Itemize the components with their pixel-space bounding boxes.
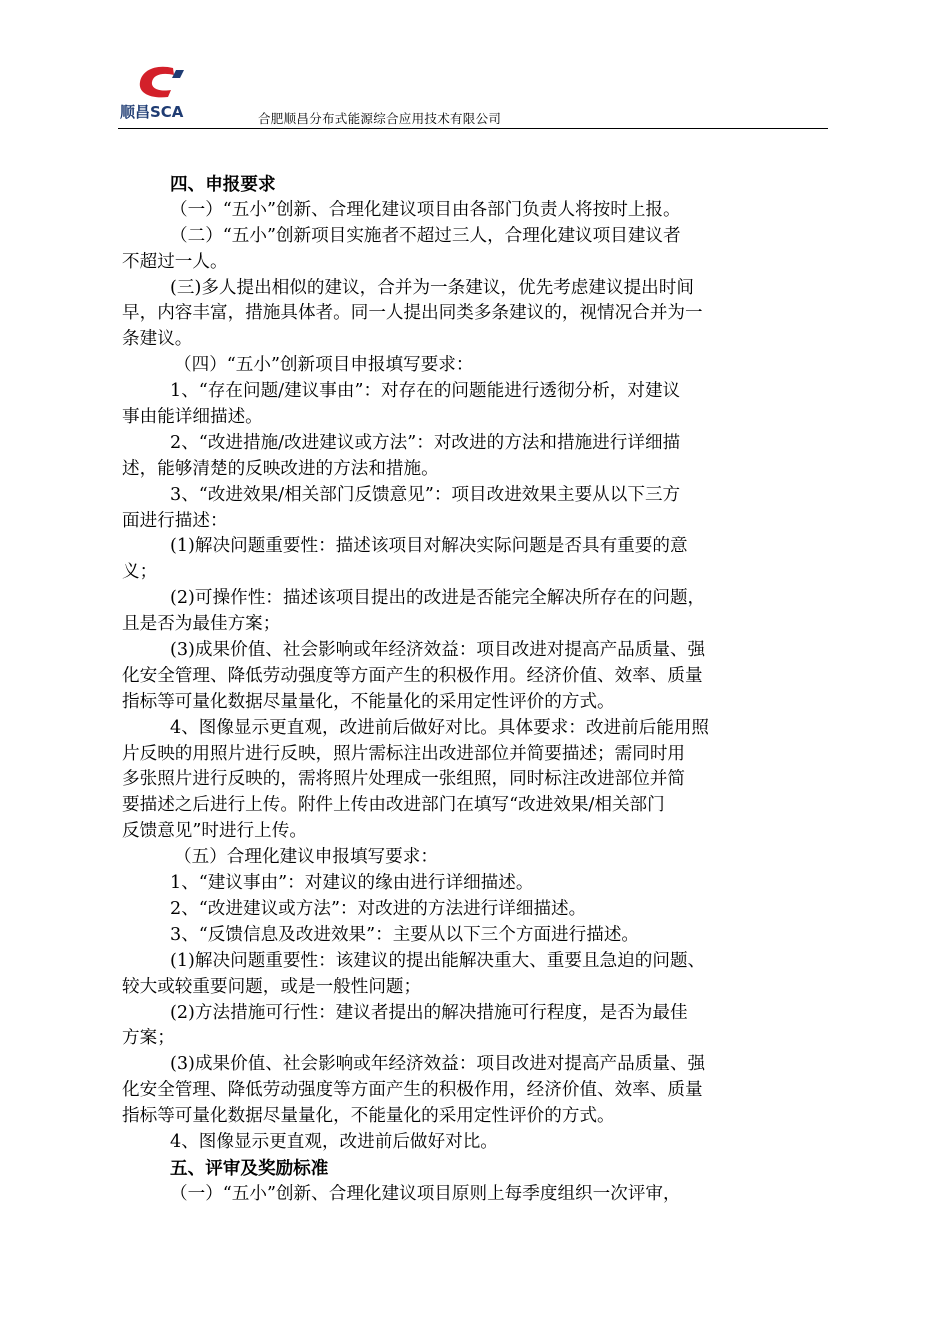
paragraph-line: (3)成果价值、社会影响或年经济效益：项目改进对提高产品质量、强: [170, 1054, 706, 1075]
paragraph-line: 3、“反馈信息及改进效果”：主要从以下三个方面进行描述。: [170, 924, 640, 945]
paragraph-line: 较大或较重要问题，或是一般性问题；: [122, 976, 422, 997]
paragraph-line: （一）“五小”创新、合理化建议项目由各部门负责人将按时上报。: [170, 199, 681, 220]
paragraph-line: (三)多人提出相似的建议，合并为一条建议，优先考虑建议提出时间: [170, 277, 694, 298]
paragraph-line: 要描述之后进行上传。附件上传由改进部门在填写“改进效果/相关部门: [122, 795, 665, 816]
paragraph-line: 不超过一人。: [122, 251, 228, 272]
paragraph-line: （四）“五小”创新项目申报填写要求：: [174, 355, 474, 376]
paragraph-line: (2)方法措施可行性：建议者提出的解决措施可行程度，是否为最佳: [170, 1002, 688, 1023]
paragraph-line: 1、“建议事由”：对建议的缘由进行详细描述。: [170, 873, 534, 894]
paragraph-line: 指标等可量化数据尽量量化，不能量化的采用定性评价的方式。: [122, 1106, 615, 1127]
paragraph-line: (3)成果价值、社会影响或年经济效益：项目改进对提高产品质量、强: [170, 640, 706, 661]
paragraph-line: 4、图像显示更直观，改进前后做好对比。具体要求：改进前后能用照: [170, 717, 710, 738]
paragraph-line: 化安全管理、降低劳动强度等方面产生的积极作用，经济价值、效率、质量: [122, 1080, 703, 1101]
paragraph-line: 化安全管理、降低劳动强度等方面产生的积极作用。经济价值、效率、质量: [122, 665, 703, 686]
paragraph-line: 1、“存在问题/建议事由”：对存在的问题能进行透彻分析，对建议: [170, 381, 681, 402]
svg-text:顺昌SCA: 顺昌SCA: [120, 103, 184, 121]
paragraph-line: 片反映的用照片进行反映，照片需标注出改进部位并简要描述；需同时用: [122, 743, 686, 764]
paragraph-line: 面进行描述：: [122, 510, 228, 531]
paragraph-line: 早，内容丰富，措施具体者。同一人提出同类多条建议的，视情况合并为一: [122, 303, 703, 324]
paragraph-line: 2、“改进措施/改进建议或方法”：对改进的方法和措施进行详细描: [170, 432, 681, 453]
paragraph-line: （五）合理化建议申报填写要求：: [174, 847, 438, 868]
header-divider: [118, 128, 828, 129]
paragraph-line: （一）“五小”创新、合理化建议项目原则上每季度组织一次评审，: [170, 1183, 681, 1204]
paragraph-line: （二）“五小”创新项目实施者不超过三人，合理化建议项目建议者: [170, 225, 681, 246]
section-heading: 四、申报要求: [170, 174, 276, 195]
paragraph-line: 述，能够清楚的反映改进的方法和措施。: [122, 458, 439, 479]
document-body: [122, 172, 832, 1208]
paragraph-line: 3、“改进效果/相关部门反馈意见”：项目改进效果主要从以下三方: [170, 484, 681, 505]
paragraph-line: 多张照片进行反映的，需将照片处理成一张组照，同时标注改进部位并简: [122, 769, 686, 790]
paragraph-line: 义；: [122, 562, 158, 583]
company-logo: [118, 62, 206, 122]
paragraph-line: (1)解决问题重要性：该建议的提出能解决重大、重要且急迫的问题、: [170, 950, 706, 971]
paragraph-line: (2)可操作性：描述该项目提出的改进是否能完全解决所存在的问题，: [170, 588, 706, 609]
paragraph-line: 条建议。: [122, 329, 193, 350]
page-header: [118, 62, 828, 130]
paragraph-line: 反馈意见”时进行上传。: [122, 821, 307, 842]
paragraph-line: 4、图像显示更直观，改进前后做好对比。: [170, 1131, 498, 1152]
paragraph-line: 指标等可量化数据尽量量化，不能量化的采用定性评价的方式。: [122, 691, 615, 712]
paragraph-line: (1)解决问题重要性：描述该项目对解决实际问题是否具有重要的意: [170, 536, 688, 557]
paragraph-line: 方案；: [122, 1028, 175, 1049]
paragraph-line: 事由能详细描述。: [122, 407, 263, 428]
paragraph-line: 2、“改进建议或方法”：对改进的方法进行详细描述。: [170, 898, 587, 919]
paragraph-line: 且是否为最佳方案；: [122, 614, 281, 635]
company-name: 合肥顺昌分布式能源综合应用技术有限公司: [258, 111, 502, 126]
section-heading: 五、评审及奖励标准: [170, 1157, 329, 1179]
